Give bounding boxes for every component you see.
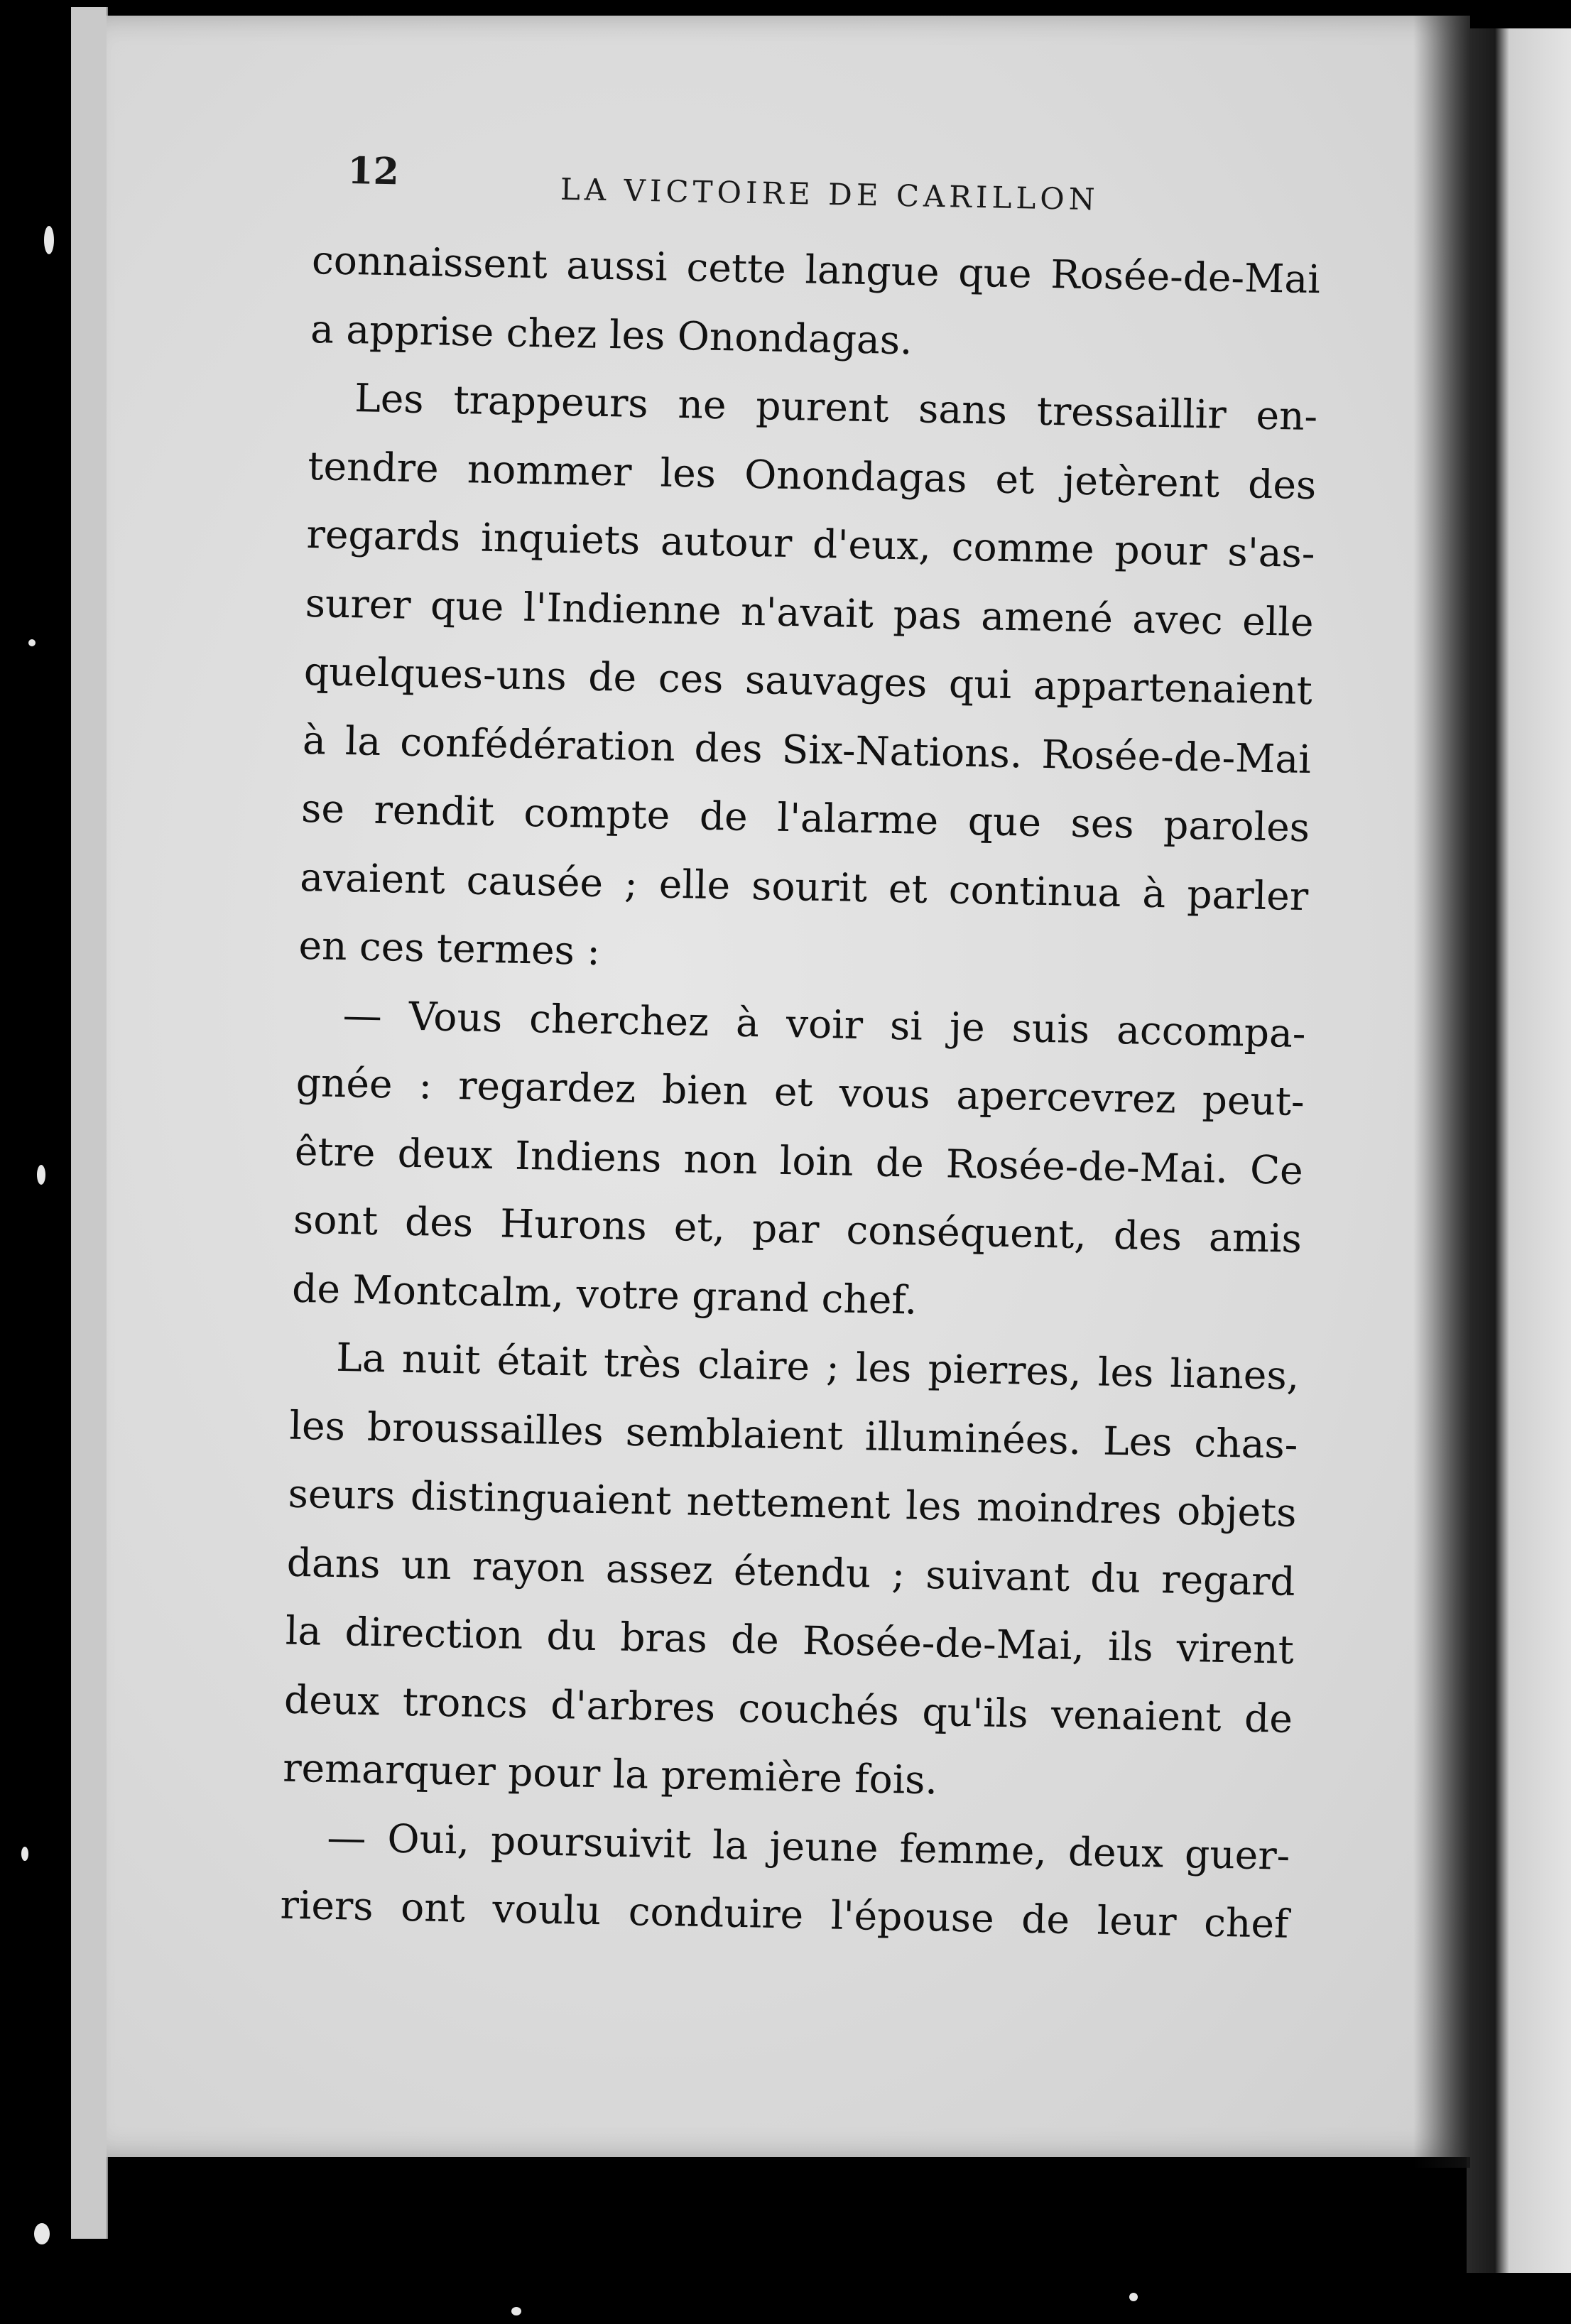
text-line: remarquer pour la première fois. [282, 1744, 938, 1803]
text-line: — Vous cherchez à voir si je suis accompa- [342, 992, 1307, 1056]
text-line: a apprise chez les Onondagas. [310, 305, 913, 363]
scan-speck [28, 639, 36, 646]
text-line: à la confédération des Six-Nations. Rosée-de-Mai [302, 717, 1312, 782]
text-line: La nuit était très claire ; les pierres, les lianes, [335, 1334, 1300, 1399]
text-line: dans un rayon assez étendu ; suivant du regard [286, 1539, 1296, 1604]
text-line: les broussailles semblaient illuminées. Les chas- [288, 1402, 1298, 1467]
paragraph [282, 1323, 1300, 1822]
text-line: surer que l'Indienne n'avait pas amené avec elle [305, 580, 1315, 645]
text-line: se rendit compte de l'alarme que ses paroles [300, 785, 1310, 851]
paragraph [280, 1802, 1290, 1958]
paragraph [291, 979, 1306, 1342]
scan-speck [34, 2223, 50, 2244]
body-text [280, 226, 1321, 1958]
text-line: deux troncs d'arbres couchés qu'ils venaient de [283, 1676, 1293, 1742]
text-line: seurs distinguaient nettement les moindres objets [288, 1470, 1298, 1536]
scan-speck [37, 1165, 45, 1185]
text-line: en ces termes : [298, 922, 601, 974]
text-line: riers ont voulu conduire l'épouse de leur chef [280, 1882, 1289, 1947]
running-title: LA VICTOIRE DE CARILLON [560, 171, 1099, 217]
adjacent-page-edge [1467, 28, 1571, 2273]
scan-speck [44, 226, 54, 254]
scan-speck [21, 1847, 28, 1861]
text-line: Les trappeurs ne purent sans tressaillir en- [354, 375, 1318, 440]
text-line: sont des Hurons et, par conséquent, des amis [293, 1196, 1303, 1261]
scan-speck [1129, 2293, 1138, 2301]
text-line: regards inquiets autour d'eux, comme pour s'as- [306, 511, 1316, 577]
text-line: quelques-uns de ces sauvages qui appartenaient [303, 648, 1313, 714]
paragraph [310, 226, 1320, 382]
text-line: être deux Indiens non loin de Rosée-de-Mai. Ce [294, 1128, 1304, 1193]
page-edge [94, 7, 108, 2239]
text-line: tendre nommer les Onondagas et jetèrent des [307, 442, 1317, 508]
scan-speck [511, 2307, 521, 2315]
text-line: la direction du bras de Rosée-de-Mai, ils virent [285, 1607, 1295, 1673]
paragraph [298, 363, 1318, 999]
text-line: connaissent aussi cette langue que Rosée-de-Mai [311, 237, 1321, 303]
text-line: de Montcalm, votre grand chef. [291, 1265, 918, 1323]
page-gutter-shadow [1413, 16, 1470, 2168]
text-line: — Oui, poursuivit la jeune femme, deux guer- [326, 1814, 1290, 1879]
page-number: 12 [347, 149, 400, 194]
text-line: gnée : regardez bien et vous apercevrez peut- [295, 1059, 1305, 1125]
text-line: avaient causée ; elle sourit et continua à parler [299, 854, 1309, 919]
